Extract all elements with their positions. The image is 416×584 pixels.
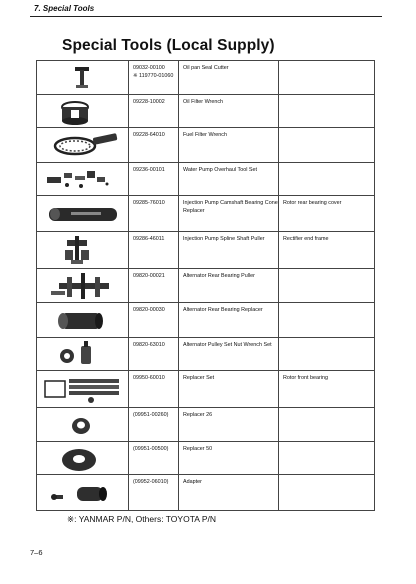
tool-image-cell — [37, 232, 129, 269]
application-cell: Rotor rear bearing cover — [279, 196, 375, 232]
page-title: Special Tools (Local Supply) — [62, 37, 275, 54]
application-cell: Rotor front bearing — [279, 371, 375, 408]
tool-image-cell — [37, 95, 129, 128]
bearing-puller-icon — [37, 269, 129, 303]
tool-name-cell: Oil pan Seal Cutter — [179, 61, 279, 95]
part-number-cell: (09951-00500) — [129, 442, 179, 475]
table-row — [37, 475, 375, 511]
replacer-set-icon — [37, 371, 129, 408]
tool-image-cell — [37, 338, 129, 371]
application-cell — [279, 303, 375, 338]
part-number-cell: 09950-60010 — [129, 371, 179, 408]
tool-name-cell: Replacer Set — [179, 371, 279, 408]
footnote: ※: YANMAR P/N, Others: TOYOTA P/N — [67, 514, 216, 524]
table-row — [37, 61, 375, 95]
part-number-cell: 09228-64010 — [129, 128, 179, 163]
table-row — [37, 303, 375, 338]
application-cell — [279, 269, 375, 303]
tool-name-cell: Injection Pump Camshaft Bearing Cone Replacer — [179, 196, 279, 232]
water-pump-tool-set-icon — [37, 163, 129, 196]
spline-shaft-puller-icon — [37, 232, 129, 269]
table-row — [37, 95, 375, 128]
tool-name-cell: Adapter — [179, 475, 279, 511]
tool-image-cell — [37, 196, 129, 232]
bearing-replacer-icon — [37, 303, 129, 338]
tool-image-cell — [37, 371, 129, 408]
part-number-cell: (09952-06010) — [129, 475, 179, 511]
tool-name-cell: Water Pump Overhaul Tool Set — [179, 163, 279, 196]
part-number-cell: 09820-00030 — [129, 303, 179, 338]
table-row — [37, 371, 375, 408]
tool-image-cell — [37, 269, 129, 303]
table-row — [37, 442, 375, 475]
table-row — [37, 128, 375, 163]
table-row — [37, 232, 375, 269]
tool-name-cell: Oil Filter Wrench — [179, 95, 279, 128]
part-number-cell: 09820-63010 — [129, 338, 179, 371]
replacer-26-icon — [37, 408, 129, 442]
part-number-cell — [129, 61, 179, 95]
part-number: 09032-00100 — [133, 65, 165, 71]
tool-image-cell — [37, 128, 129, 163]
application-cell — [279, 408, 375, 442]
part-number-alt: ※ 119770-01060 — [133, 73, 174, 79]
application-cell — [279, 475, 375, 511]
part-number-cell: 09228-10002 — [129, 95, 179, 128]
section-title: 7. Special Tools — [34, 4, 95, 13]
page-number: 7–6 — [30, 548, 43, 557]
table-row — [37, 338, 375, 371]
table-row — [37, 408, 375, 442]
tool-image-cell — [37, 61, 129, 95]
application-cell — [279, 338, 375, 371]
pulley-nut-wrench-icon — [37, 338, 129, 371]
tool-name-cell: Alternator Pulley Set Nut Wrench Set — [179, 338, 279, 371]
tool-name-cell: Alternator Rear Bearing Replacer — [179, 303, 279, 338]
part-number-cell: 09286-46011 — [129, 232, 179, 269]
tool-image-cell — [37, 475, 129, 511]
replacer-50-icon — [37, 442, 129, 475]
section-header — [30, 4, 382, 17]
application-cell: Rectifier end frame — [279, 232, 375, 269]
application-cell — [279, 128, 375, 163]
part-number-cell: 09820-00021 — [129, 269, 179, 303]
application-cell — [279, 163, 375, 196]
special-tools-table — [36, 60, 375, 511]
tool-name-cell: Replacer 26 — [179, 408, 279, 442]
tool-name-cell: Replacer 50 — [179, 442, 279, 475]
tool-image-cell — [37, 408, 129, 442]
part-number-cell: (09951-00260) — [129, 408, 179, 442]
tool-image-cell — [37, 303, 129, 338]
adapter-icon — [37, 475, 129, 511]
tool-name-cell: Injection Pump Spline Shaft Puller — [179, 232, 279, 269]
table-row — [37, 196, 375, 232]
seal-cutter-icon — [37, 61, 129, 95]
table-row — [37, 269, 375, 303]
tool-name-cell: Alternator Rear Bearing Puller — [179, 269, 279, 303]
tool-name-cell: Fuel Filter Wrench — [179, 128, 279, 163]
tool-image-cell — [37, 163, 129, 196]
tool-image-cell — [37, 442, 129, 475]
bearing-cone-replacer-icon — [37, 196, 129, 232]
oil-filter-wrench-icon — [37, 95, 129, 128]
part-number-cell: 09236-00101 — [129, 163, 179, 196]
fuel-filter-wrench-icon — [37, 128, 129, 163]
application-cell — [279, 442, 375, 475]
table-row — [37, 163, 375, 196]
application-cell — [279, 61, 375, 95]
application-cell — [279, 95, 375, 128]
part-number-cell: 09285-76010 — [129, 196, 179, 232]
